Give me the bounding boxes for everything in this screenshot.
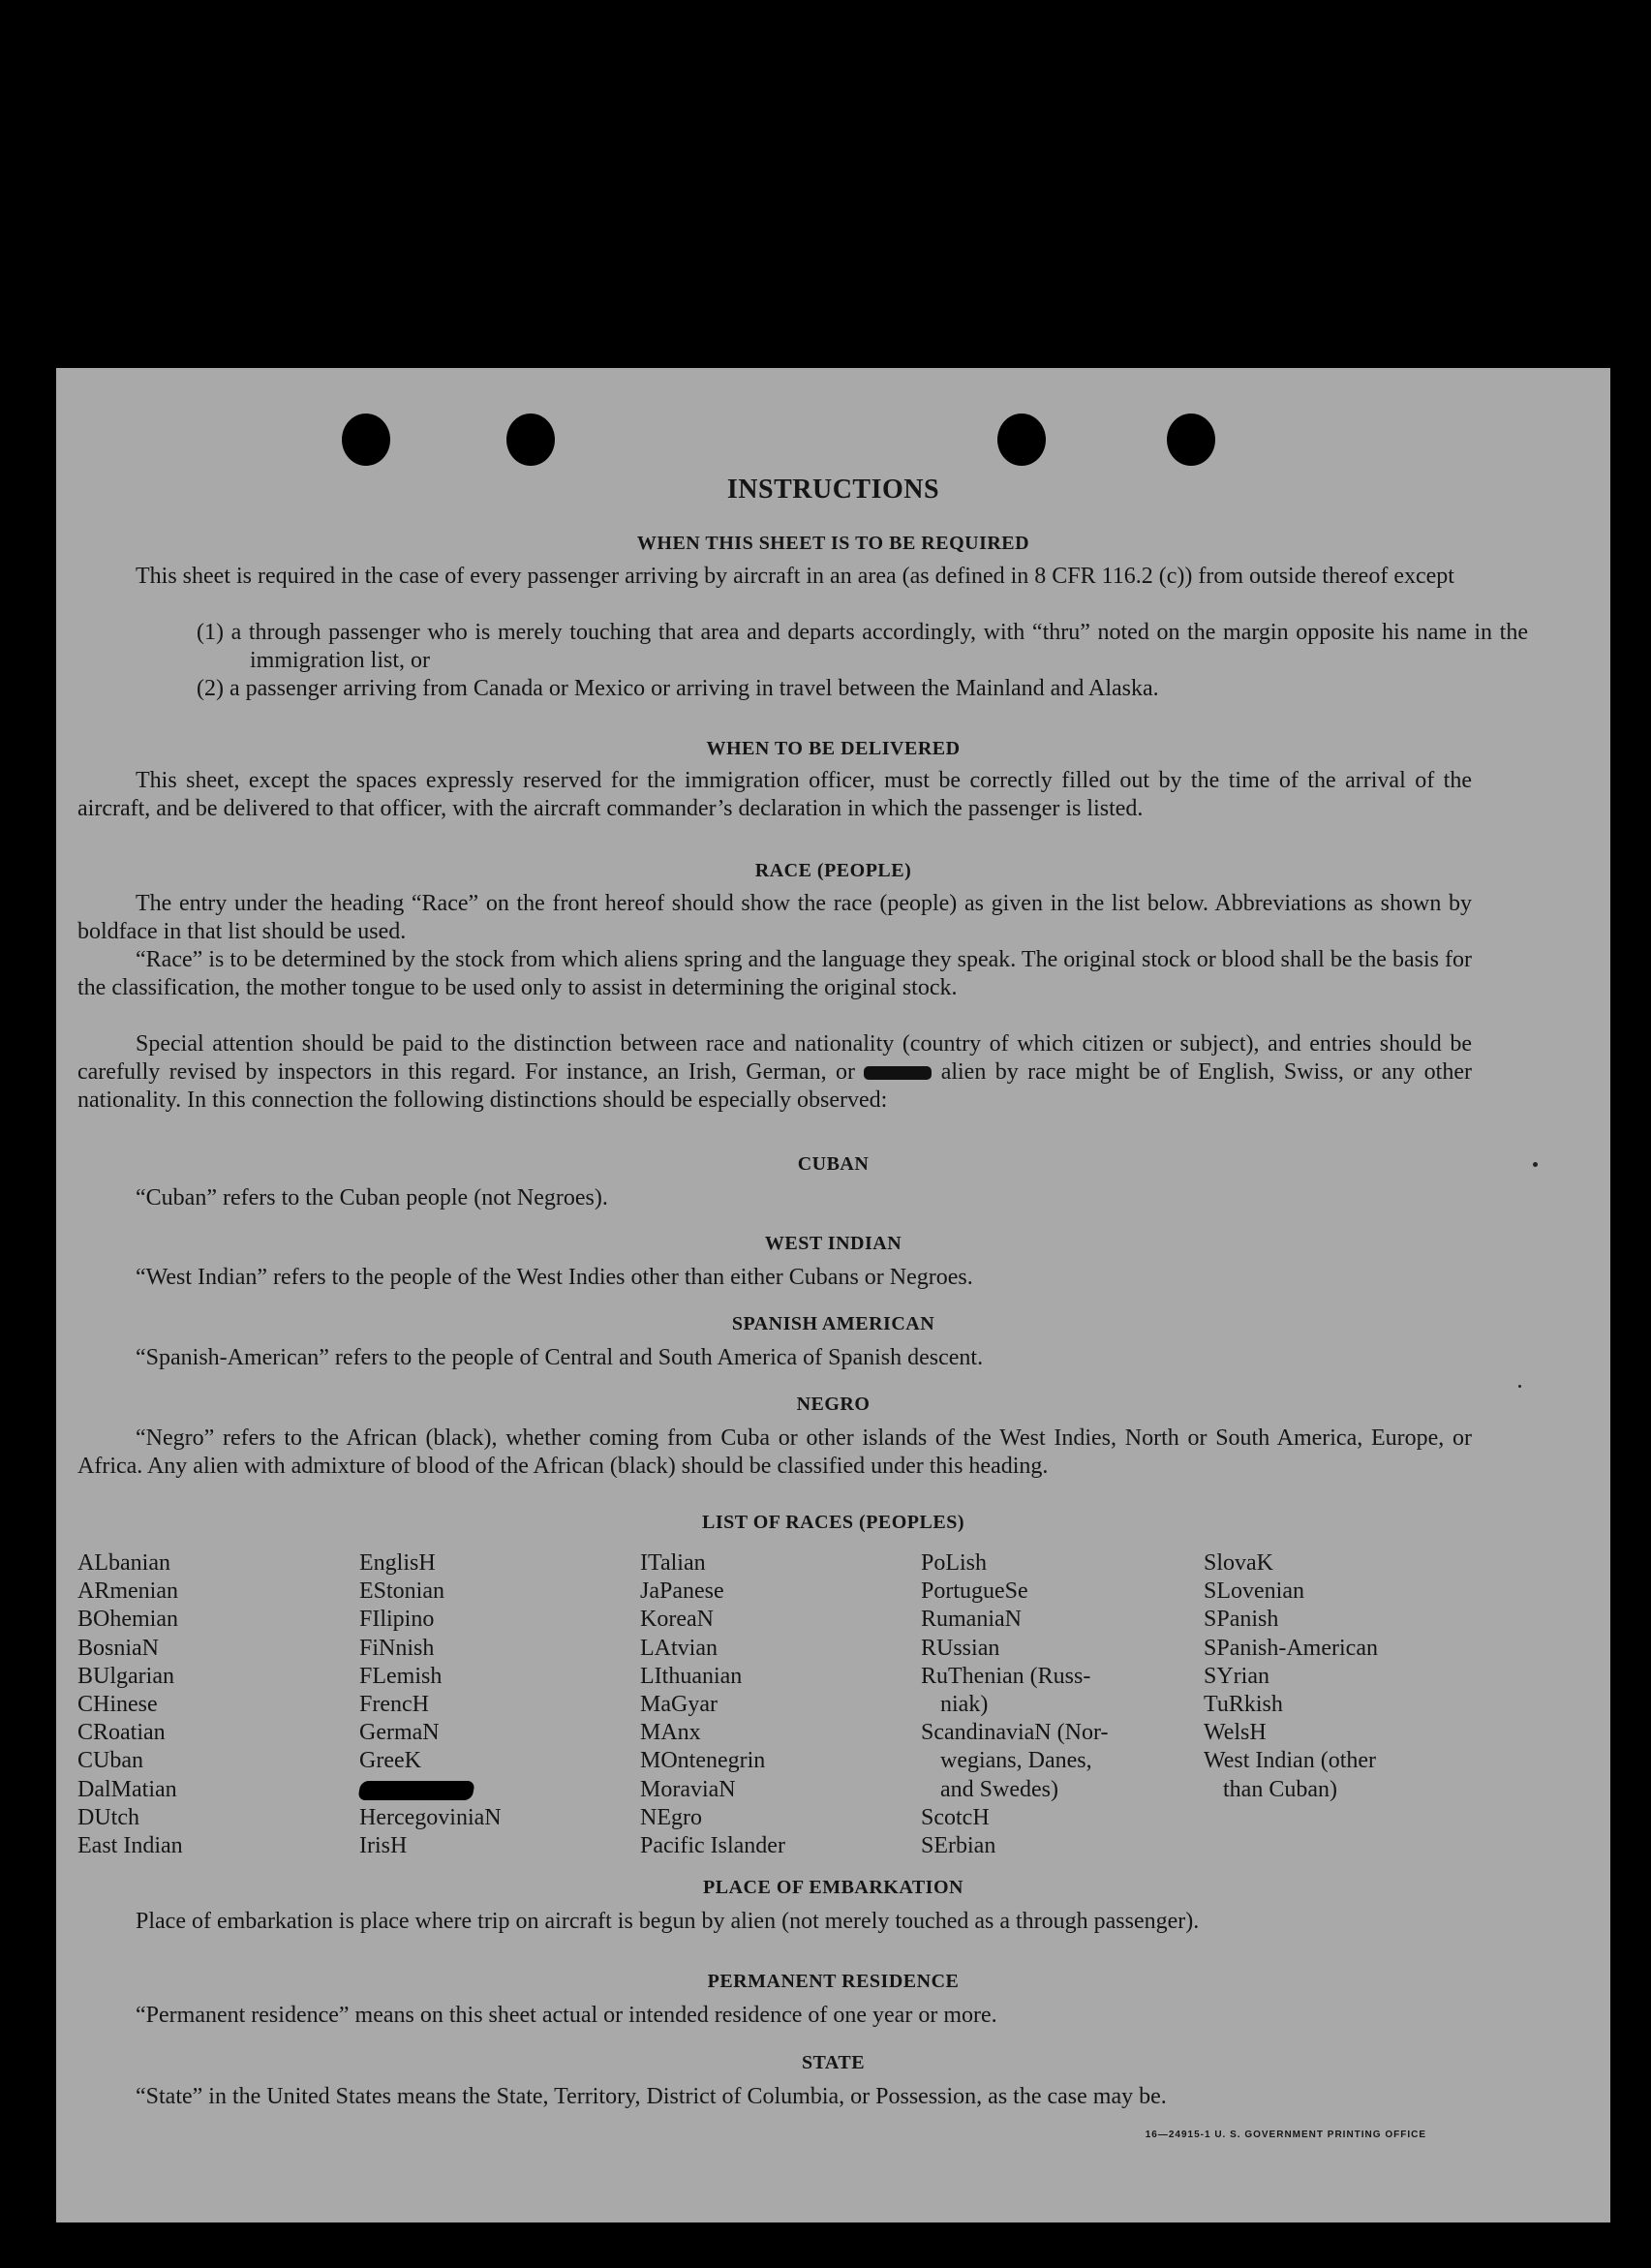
race-entry: NEgro [640, 1804, 702, 1830]
race-entry: CHinese [77, 1692, 158, 1718]
race-entry: SPanish [1204, 1607, 1279, 1633]
race-entry: ScandinaviaN (Nor- [921, 1720, 1109, 1746]
race-list-column-4 [921, 1549, 1202, 1860]
race-entry: Pacific Islander [640, 1833, 785, 1859]
heading-race: RACE (PEOPLE) [754, 860, 912, 881]
race-entry: LIthuanian [640, 1663, 743, 1689]
race-entry: ARmenian [77, 1578, 178, 1605]
page-title: INSTRUCTIONS [726, 475, 940, 505]
punch-hole [997, 414, 1046, 466]
race-entry: SLovenian [1204, 1578, 1304, 1605]
heading-when-required: WHEN THIS SHEET IS TO BE REQUIRED [636, 533, 1030, 554]
race-entry: WelsH [1204, 1720, 1267, 1746]
race-entry: SPanish-American [1204, 1635, 1378, 1661]
print-code: 16—24915-1 U. S. GOVERNMENT PRINTING OFFICE [1145, 2130, 1426, 2140]
paragraph-permanent-residence: “Permanent residence” means on this sheet actual or intended residence of one year or more. [136, 2003, 997, 2028]
race-entry: FLemish [359, 1663, 443, 1689]
redacted-entry [359, 1776, 640, 1804]
punch-hole [506, 414, 555, 466]
race-entry: SErbian [921, 1833, 996, 1859]
race-entry: GermaN [359, 1720, 440, 1746]
race-entry: RUssian [921, 1635, 1000, 1661]
race-entry-continued: niak) [940, 1692, 989, 1718]
race-entry: EnglisH [359, 1550, 436, 1576]
punch-hole [1167, 414, 1215, 466]
race-entry: SYrian [1204, 1663, 1269, 1689]
race-entry: ScotcH [921, 1804, 990, 1830]
race-entry-continued: than Cuban) [1223, 1776, 1337, 1802]
race-entry: CUban [77, 1748, 143, 1774]
race-entry: PoLish [921, 1550, 988, 1576]
race-entry: GreeK [359, 1748, 421, 1774]
heading-list-of-races: LIST OF RACES (PEOPLES) [701, 1512, 964, 1533]
race-entry: DUtch [77, 1804, 139, 1830]
paragraph-when-delivered: This sheet, except the spaces expressly reserved for the immigration officer, must be correctly filled out by the time of the arrival of the aircraft, and be delivered to that officer, with the aircraft commander’s declaration in which the passenger is listed. [77, 768, 1472, 821]
race-list-column-3 [640, 1549, 921, 1860]
race-entry: CRoatian [77, 1720, 166, 1746]
redaction-mark [357, 1781, 475, 1800]
race-entry: PortugueSe [921, 1578, 1028, 1605]
race-entry: IrisH [359, 1833, 408, 1859]
paragraph-race-2: “Race” is to be determined by the stock from which aliens spring and the language they speak. The original stock or blood shall be the basis for the classification, the mother tongue to be used only to assist in determining the original stock. [77, 947, 1472, 1000]
instruction-sheet [56, 368, 1610, 2222]
paragraph-cuban: “Cuban” refers to the Cuban people (not Negroes). [136, 1185, 608, 1211]
exception-item-2: (2) a passenger arriving from Canada or Mexico or arriving in travel between the Mainland and Alaska. [197, 676, 1159, 701]
race-entry: East Indian [77, 1833, 183, 1859]
race-entry: MoraviaN [640, 1776, 736, 1802]
paragraph-race-3: Special attention should be paid to the distinction between race and nationality (country of which citizen or subject), and entries should be carefully revised by inspectors in this regard. For instance, an Irish, German, or alien by race might be of English, Swiss, or any other nationality. In this connection the following distinctions should be especially observed: [77, 1031, 1472, 1113]
race-entry: West Indian (other [1204, 1748, 1377, 1774]
heading-west-indian: WEST INDIAN [764, 1233, 902, 1254]
heading-cuban: CUBAN [797, 1153, 870, 1175]
race-entry: FiNnish [359, 1635, 435, 1661]
race-entry: BosniaN [77, 1635, 159, 1661]
heading-negro: NEGRO [796, 1394, 871, 1415]
race-entry-continued: and Swedes) [940, 1776, 1058, 1802]
heading-state: STATE [801, 2052, 866, 2073]
race-entry: DalMatian [77, 1776, 177, 1802]
race-entry: ALbanian [77, 1550, 170, 1576]
paragraph-state: “State” in the United States means the State, Territory, District of Columbia, or Possession, as the case may be. [136, 2084, 1167, 2109]
paragraph-place-of-embarkation: Place of embarkation is place where trip on aircraft is begun by alien (not merely touched as a through passenger). [136, 1909, 1200, 1934]
heading-spanish-american: SPANISH AMERICAN [731, 1313, 935, 1334]
race-list-column-1 [77, 1549, 358, 1860]
race-entry: MAnx [640, 1720, 701, 1746]
redaction-mark [864, 1066, 932, 1080]
punch-hole [342, 414, 390, 466]
race-entry: LAtvian [640, 1635, 718, 1661]
heading-permanent-residence: PERMANENT RESIDENCE [707, 1971, 960, 1992]
race-entry: ITalian [640, 1550, 706, 1576]
race-list-column-5 [1204, 1549, 1484, 1804]
race-entry: FrencH [359, 1692, 429, 1718]
race-entry-continued: wegians, Danes, [940, 1748, 1092, 1774]
race-entry: BUlgarian [77, 1663, 174, 1689]
race-list-column-2 [359, 1549, 640, 1860]
race-entry: RuThenian (Russ- [921, 1663, 1091, 1689]
paragraph-when-required: This sheet is required in the case of every passenger arriving by aircraft in an area (as defined in 8 CFR 116.2 (c)) from outside thereof except [136, 564, 1454, 589]
race-entry: SlovaK [1204, 1550, 1273, 1576]
race-entry: FIlipino [359, 1607, 435, 1633]
race-entry: TuRkish [1204, 1692, 1283, 1718]
heading-place-of-embarkation: PLACE OF EMBARKATION [703, 1877, 963, 1898]
race-entry: JaPanese [640, 1578, 724, 1605]
paragraph-negro: “Negro” refers to the African (black), whether coming from Cuba or other islands of the West Indies, North or South America, Europe, or Africa. Any alien with admixture of blood of the African (black) should be classified under this heading. [77, 1425, 1472, 1479]
race-entry: MaGyar [640, 1692, 718, 1718]
race-entry: MOntenegrin [640, 1748, 766, 1774]
paragraph-race-1: The entry under the heading “Race” on the front hereof should show the race (people) as given in the list below. Abbreviations as shown by boldface in that list should be used. [77, 891, 1472, 944]
race-entry: KoreaN [640, 1607, 714, 1633]
race-entry: RumaniaN [921, 1607, 1022, 1633]
paragraph-west-indian: “West Indian” refers to the people of the West Indies other than either Cubans or Negroes. [136, 1265, 973, 1290]
race-entry: BOhemian [77, 1607, 178, 1633]
heading-when-delivered: WHEN TO BE DELIVERED [706, 738, 961, 759]
exception-item-1: (1) a through passenger who is merely touching that area and departs accordingly, with “thru” noted on the margin opposite his name in the immigration list, or [197, 620, 1528, 673]
race-entry: EStonian [359, 1578, 444, 1605]
race-entry: HercegoviniaN [359, 1804, 502, 1830]
paragraph-spanish-american: “Spanish-American” refers to the people of Central and South America of Spanish descent. [136, 1345, 984, 1370]
